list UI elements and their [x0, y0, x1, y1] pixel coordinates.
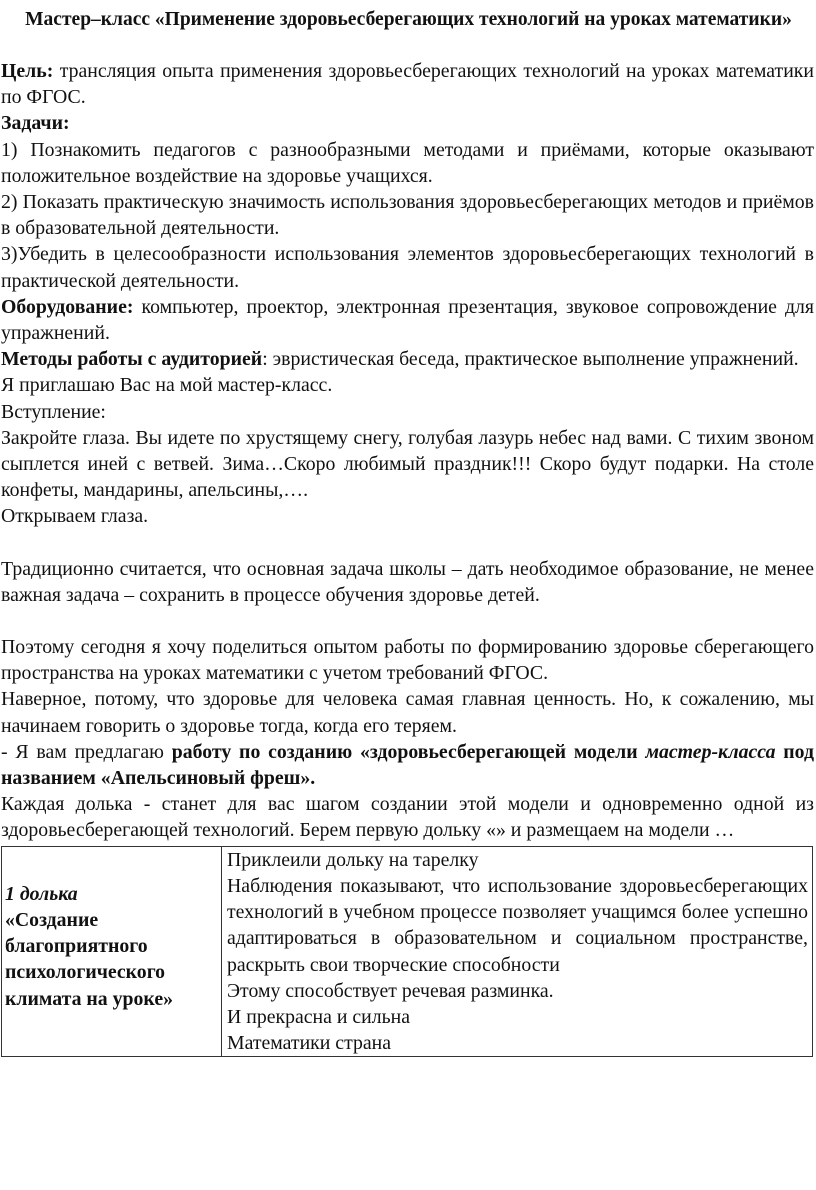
goal-label: Цель: [1, 60, 54, 82]
table-right-cell [222, 846, 813, 1057]
traditional-paragraph: Традиционно считается, что основная задача школы – дать необходимое образование, не менее важная задача – сохранить в процессе обучения здоровье детей. [1, 557, 814, 606]
methods-label: Методы работы с аудиторией [1, 348, 263, 371]
right-line-5: Математики страна [227, 1032, 392, 1055]
share-paragraph: Поэтому сегодня я хочу поделиться опытом работы по формированию здоровье сберегающего пространства на уроках математики с учетом требований ФГОС. [1, 636, 814, 685]
slice-number: 1 долька [5, 882, 78, 905]
tasks-label: Задачи: [1, 112, 70, 135]
equipment-paragraph [1, 294, 816, 346]
offer-paragraph [1, 739, 816, 791]
methods-paragraph [1, 346, 816, 372]
equipment-label: Оборудование: [1, 295, 134, 318]
table-row [2, 846, 813, 1057]
right-line-3: Этому способствует речевая разминка. [227, 979, 554, 1002]
task-item-1: 1) Познакомить педагогов с разнообразными методами и приёмами, которые оказывают положительное воздействие на здоровье учащихся. [1, 138, 814, 187]
slice-paragraph: Каждая долька - станет для вас шагом создании этой модели и одновременно одной из здоровьесберегающей технологий. Берем первую дольку «» и размещаем на модели … [1, 793, 814, 842]
invite-text: Я приглашаю Вас на мой мастер-класс. [1, 374, 333, 397]
equipment-text: компьютер, проектор, электронная презентация, звуковое сопровождение для упражнений. [1, 295, 814, 345]
methods-text: : эвристическая беседа, практическое выполнение упражнений. [262, 348, 799, 371]
value-paragraph: Наверное, потому, что здоровье для человека самая главная ценность. Но, к сожалению, мы начинаем говорить о здоровье тогда, когда его теряем. [1, 688, 814, 737]
open-eyes-text: Открываем глаза. [1, 505, 149, 528]
document-title: Мастер–класс «Применение здоровьесберегающих технологий на уроках математики» [25, 9, 792, 30]
offer-bold: работу по созданию «здоровьесберегающей модели [171, 740, 646, 763]
offer-bold-italic: мастер-класса [645, 740, 776, 763]
goal-text: трансляция опыта применения здоровьесберегающих технологий на уроках математики по ФГОС. [1, 60, 814, 109]
offer-bold-end: под названием «Апельсиновый фреш». [1, 740, 814, 790]
right-line-1: Приклеили дольку на тарелку [227, 848, 479, 871]
table-left-cell [2, 846, 222, 1057]
task-item-3: 3)Убедить в целесообразности использования элементов здоровьесберегающих технологий в практической деятельности. [1, 243, 814, 292]
right-line-4: И прекрасна и сильна [227, 1005, 411, 1028]
goal-paragraph [1, 58, 816, 110]
intro-text: Закройте глаза. Вы идете по хрустящему снегу, голубая лазурь небес над вами. С тихим звоном сыплется иней с ветвей. Зима…Скоро любимый праздник!!! Скоро будут подарки. На столе конфеты, мандарины, апельсины,…. [1, 426, 814, 502]
task-item-2: 2) Показать практическую значимость использования здоровьесберегающих методов и приёмов в образовательной деятельности. [1, 191, 814, 240]
offer-prefix: - Я вам предлагаю [1, 740, 172, 763]
intro-label: Вступление: [1, 400, 106, 423]
right-line-2: Наблюдения показывают, что использование здоровьесберегающих технологий в учебном процессе позволяет учащимся более успешно адаптироваться в образовательном и социальном пространстве, раскрыть свои творческие способности [227, 874, 808, 976]
model-table [1, 846, 813, 1058]
slice-title: «Создание благоприятного психологического климата на уроке» [5, 908, 173, 1010]
